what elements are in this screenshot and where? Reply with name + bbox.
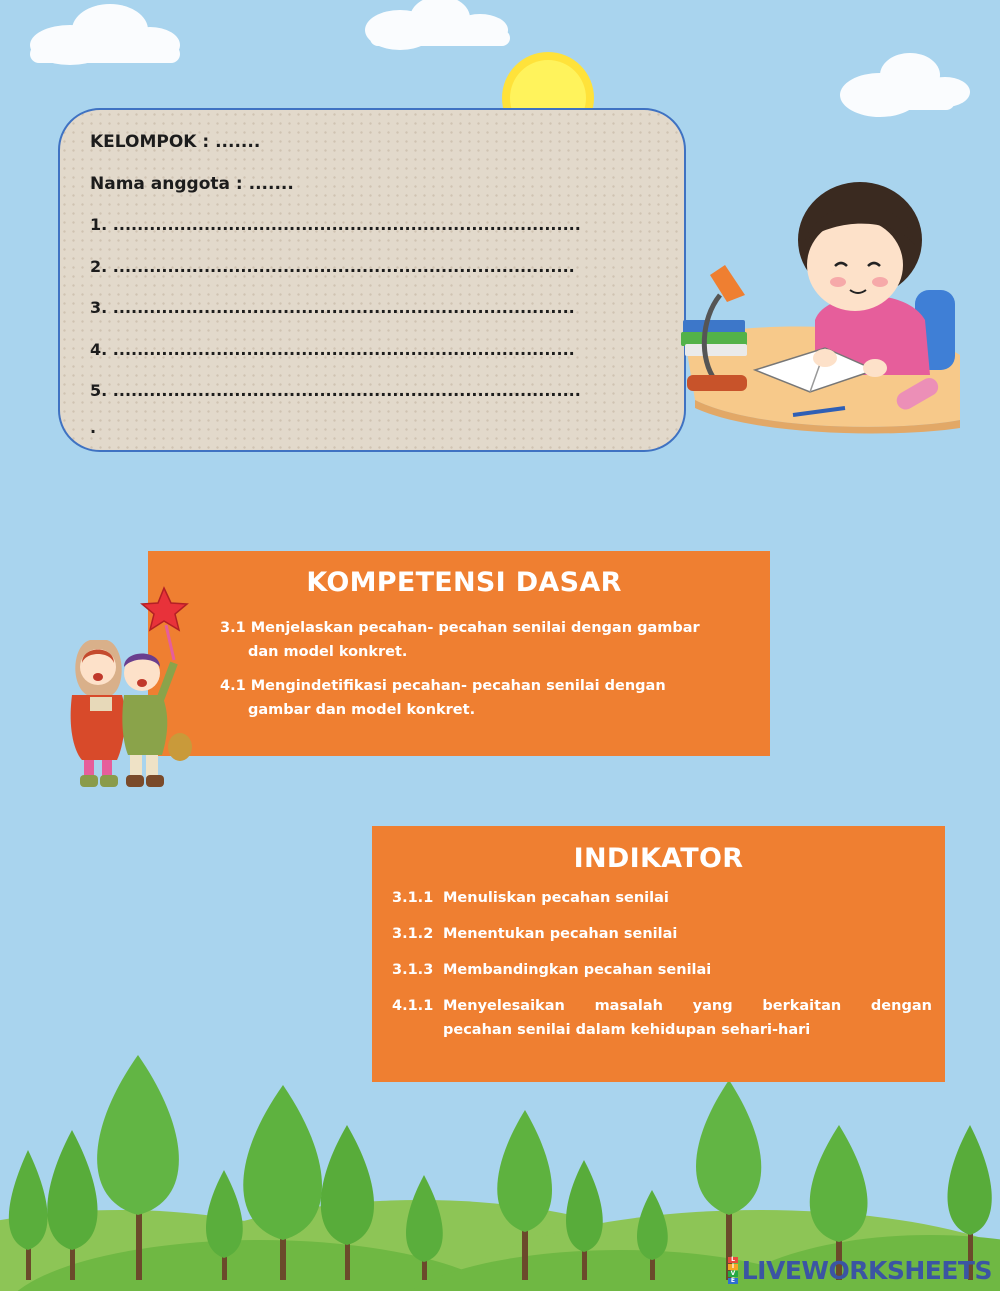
- logo-letter: E: [728, 1278, 738, 1284]
- kompetensi-item: [220, 616, 740, 664]
- group-label: KELOMPOK : .......: [90, 132, 261, 152]
- indikator-number: 3.1.2: [392, 926, 434, 942]
- indikator-text: Membandingkan pecahan senilai: [443, 962, 712, 978]
- members-label: Nama anggota : .......: [90, 173, 294, 194]
- indikator-text: Menuliskan pecahan senilai: [443, 890, 669, 906]
- indikator-word: Menyelesaikan: [443, 998, 565, 1014]
- indikator-text: [443, 994, 932, 1018]
- logo-letter: L: [728, 1257, 738, 1263]
- kompetensi-item-text: 4.1 Mengindetifikasi pecahan- pecahan senilai dengan: [220, 678, 666, 694]
- indikator-word: masalah: [594, 998, 663, 1014]
- indikator-title: INDIKATOR: [573, 843, 744, 874]
- children-with-star-illustration: [62, 585, 202, 800]
- kompetensi-dasar-box: [148, 551, 770, 756]
- indikator-text-block: [443, 994, 932, 1042]
- logo-letter: I: [728, 1264, 738, 1270]
- kompetensi-item: [220, 674, 740, 722]
- member-line-5: 5. .............................................................................: [90, 381, 581, 400]
- member-line-6: .: [90, 422, 97, 437]
- indikator-word: dengan: [870, 998, 932, 1014]
- liveworksheets-watermark: [728, 1256, 992, 1285]
- cloud-icon: [30, 4, 180, 65]
- indikator-box: [372, 826, 945, 1082]
- group-info-card: [58, 108, 686, 452]
- logo-letter: V: [728, 1271, 738, 1277]
- member-line-2: 2. ............................................................................: [90, 256, 575, 276]
- indikator-item: [392, 922, 932, 946]
- indikator-word: berkaitan: [762, 998, 842, 1014]
- indikator-item: [392, 958, 932, 982]
- indikator-text-continuation: pecahan senilai dalam kehidupan sehari-hari: [443, 1022, 811, 1038]
- kompetensi-dasar-title: KOMPETENSI DASAR: [306, 567, 622, 598]
- indikator-number: 3.1.1: [392, 890, 434, 906]
- indikator-text: Menentukan pecahan senilai: [443, 926, 678, 942]
- indikator-item: [392, 994, 932, 1042]
- kompetensi-item-continuation: dan model konkret.: [248, 644, 408, 660]
- girl-reading-illustration: [675, 170, 965, 435]
- member-line-1: 1. .............................................................................: [90, 215, 581, 234]
- member-line-4: 4. ............................................................................: [90, 339, 575, 359]
- star-icon: [142, 588, 187, 630]
- indikator-item: [392, 886, 932, 910]
- liveworksheets-logo-icon: [728, 1257, 738, 1284]
- kompetensi-item-continuation: gambar dan model konkret.: [248, 702, 476, 718]
- watermark-text: LIVEWORKSHEETS: [741, 1256, 992, 1285]
- indikator-number: 4.1.1: [392, 998, 434, 1014]
- indikator-number: 3.1.3: [392, 962, 434, 978]
- member-line-3: 3. ............................................................................: [90, 298, 575, 317]
- kompetensi-item-text: 3.1 Menjelaskan pecahan- pecahan senilai dengan gambar: [220, 620, 700, 636]
- indikator-word: yang: [692, 998, 733, 1014]
